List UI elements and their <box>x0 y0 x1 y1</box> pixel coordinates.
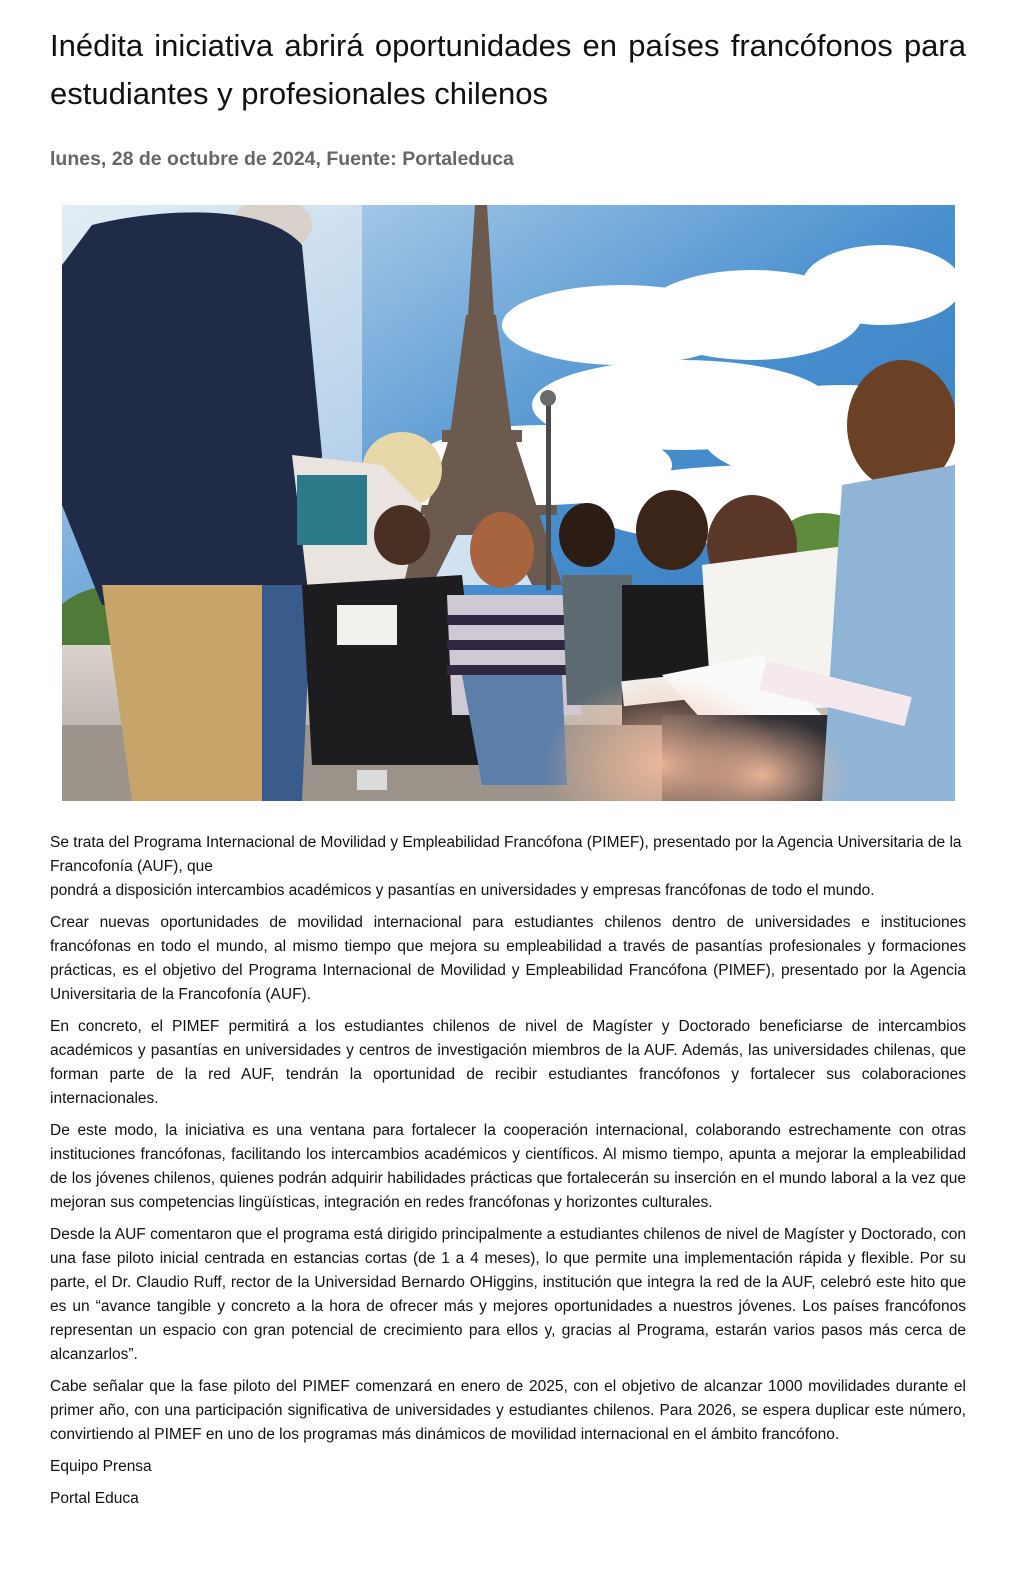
body-paragraph: En concreto, el PIMEF permitirá a los estudiantes chilenos de nivel de Magíster y Doctorado beneficiarse de intercambios académicos y pasantías en universidades y centros de investigación miembros de la AUF. Además, las universidades chilenas, que forman parte de la red AUF, tendrán la oportunidad de recibir estudiantes francófonos y fortalecer sus colaboraciones internacionales. <box>50 1018 966 1107</box>
signature-team: Equipo Prensa <box>50 1458 152 1475</box>
body-paragraph: Cabe señalar que la fase piloto del PIMEF comenzará en enero de 2025, con el objetivo de alcanzar 1000 movilidades durante el primer año, con una participación significativa de universidades y estudiantes chilenos. Para 2026, se espera duplicar este número, convirtiendo al PIMEF en uno de los programas más dinámicos de movilidad internacional en el ámbito francófono. <box>50 1378 966 1443</box>
lead-line-1: Se trata del Programa Internacional de Movilidad y Empleabilidad Francófona (PIMEF), presentado por la Agencia Universitaria de la Francofonía (AUF), que <box>50 834 962 875</box>
body-paragraph: Crear nuevas oportunidades de movilidad internacional para estudiantes chilenos dentro de universidades e instituciones francófonas en todo el mundo, al mismo tiempo que mejora su empleabilidad a través de pasantías profesionales y formaciones prácticas, es el objetivo del Programa Internacional de Movilidad y Empleabilidad Francófona (PIMEF), presentado por la Agencia Universitaria de la Francofonía (AUF). <box>50 914 966 1003</box>
hero-photo <box>62 205 955 801</box>
article-date-source: lunes, 28 de octubre de 2024, Fuente: Portaleduca <box>50 148 514 170</box>
article <box>50 22 966 1519</box>
body-paragraph: De este modo, la iniciativa es una ventana para fortalecer la cooperación internacional, colaborando estrechamente con otras instituciones francófonas, facilitando los intercambios académicos y científicos. Al mismo tiempo, apunta a mejorar la empleabilidad de los jóvenes chilenos, quienes podrán adquirir habilidades prácticas que fortalecerán su inserción en el mundo laboral a la vez que mejoran sus competencias lingüísticas, integración en redes francófonas y horizontes culturales. <box>50 1122 966 1211</box>
signature-outlet: Portal Educa <box>50 1490 139 1507</box>
body-paragraph: Desde la AUF comentaron que el programa está dirigido principalmente a estudiantes chilenos de nivel de Magíster y Doctorado, con una fase piloto inicial centrada en estancias cortas (de 1 a 4 meses), lo que permite una implementación rápida y flexible. Por su parte, el Dr. Claudio Ruff, rector de la Universidad Bernardo OHiggins, institución que integra la red de la AUF, celebró este hito que es un “avance tangible y concreto a la hora de ofrecer más y mejores oportunidades a nuestros jóvenes. Los países francófonos representan un espacio con gran potencial de crecimiento para ellos y, gracias al Programa, estarán varios pasos más cerca de alcanzarlos”. <box>50 1226 966 1363</box>
article-title: Inédita iniciativa abrirá oportunidades en países francófonos para estudiantes y profesionales chilenos <box>50 28 966 111</box>
lead-line-2: pondrá a disposición intercambios académicos y pasantías en universidades y empresas francófonas de todo el mundo. <box>50 882 875 899</box>
article-body <box>50 831 966 1511</box>
hero-photo-illustration <box>62 205 955 801</box>
lead-paragraph <box>50 831 966 903</box>
